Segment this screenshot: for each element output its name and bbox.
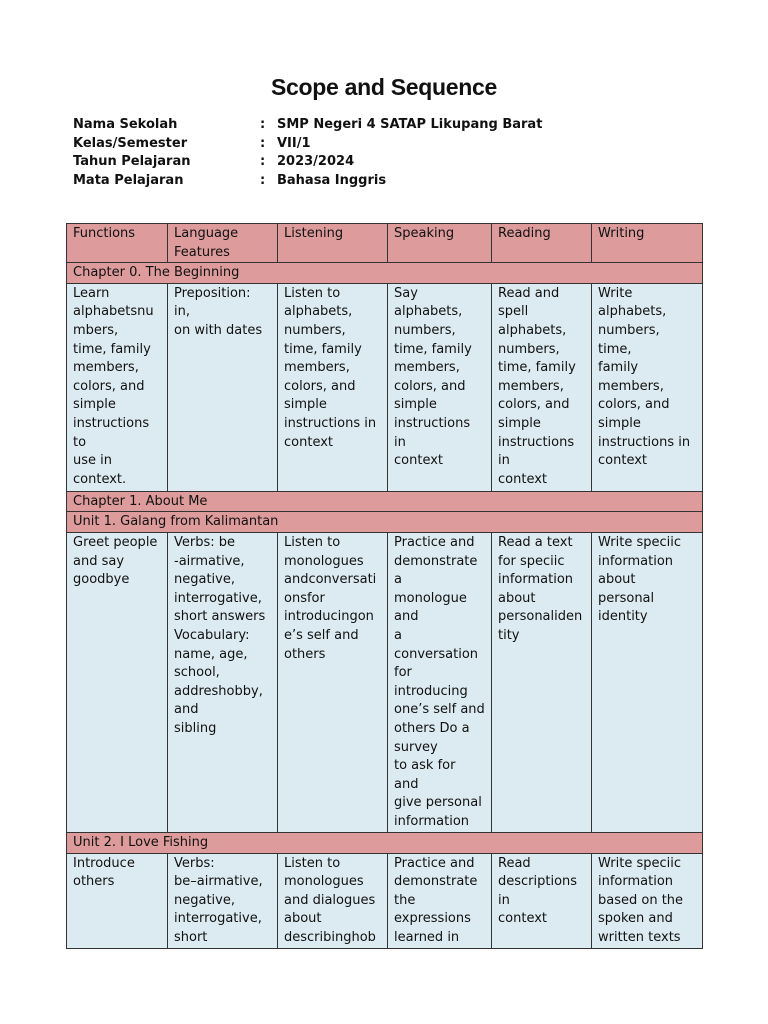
table-row <box>67 283 703 491</box>
header-functions: Functions <box>67 224 168 263</box>
info-label: Tahun Pelajaran <box>73 154 191 169</box>
table-header-row <box>67 224 703 263</box>
cell-functions: Learn alphabetsnu mbers, time, family members, colors, and simple instructions to use in context. <box>67 283 168 491</box>
cell-functions: Greet people and say goodbye <box>67 532 168 832</box>
header-reading: Reading <box>492 224 592 263</box>
unit-row <box>67 832 703 853</box>
cell-listening: Listen to monologues andconversati onsfor introducingon e’s self and others <box>278 532 388 832</box>
unit-2-label: Unit 2. I Love Fishing <box>67 832 703 853</box>
cell-speaking: Say alphabets, numbers, time, family members, colors, and simple instructions in context <box>388 283 492 491</box>
table-row <box>67 853 703 948</box>
cell-reading: Read descriptions in context <box>492 853 592 948</box>
cell-writing: Write alphabets, numbers, time, family members, colors, and simple instructions in context <box>592 283 703 491</box>
info-value: Bahasa Inggris <box>277 172 387 188</box>
info-value: SMP Negeri 4 SATAP Likupang Barat <box>277 117 543 132</box>
cell-speaking: Practice and demonstrate a monologue and a conversation for introducing one’s self and others Do a survey to ask for and give personal information <box>388 532 492 832</box>
table-row <box>67 532 703 832</box>
cell-functions: Introduce others <box>67 853 168 948</box>
cell-reading: Read and spell alphabets, numbers, time, family members, colors, and simple instructions in context <box>492 283 592 491</box>
cell-language-features: Preposition: in, on with dates <box>168 283 278 491</box>
chapter-row <box>67 491 703 512</box>
info-row-year <box>73 153 542 172</box>
cell-language-features: Verbs: be–airmative, negative, interrogative, short <box>168 853 278 948</box>
info-value: VII/1 <box>277 135 311 151</box>
cell-listening: Listen to alphabets, numbers, time, family members, colors, and simple instructions in context <box>278 283 388 491</box>
info-label: Mata Pelajaran <box>73 172 184 188</box>
info-colon: : <box>260 117 266 132</box>
info-label: Nama Sekolah <box>73 117 178 132</box>
info-colon: : <box>260 135 266 151</box>
chapter-0-label: Chapter 0. The Beginning <box>67 263 703 284</box>
info-colon: : <box>260 154 266 169</box>
cell-reading: Read a text for speciic information about personaliden tity <box>492 532 592 832</box>
header-speaking: Speaking <box>388 224 492 263</box>
header-listening: Listening <box>278 224 388 263</box>
cell-listening: Listen to monologues and dialogues about describinghob <box>278 853 388 948</box>
info-row-class <box>73 135 542 154</box>
scope-sequence-table <box>66 223 703 949</box>
cell-writing: Write speciic information based on the spoken and written texts <box>592 853 703 948</box>
chapter-row <box>67 263 703 284</box>
school-info <box>73 116 542 190</box>
cell-speaking: Practice and demonstrate the expressions learned in <box>388 853 492 948</box>
info-colon: : <box>260 172 266 188</box>
header-language-features: Language Features <box>168 224 278 263</box>
unit-row <box>67 512 703 533</box>
cell-language-features: Verbs: be -airmative, negative, interrogative, short answers Vocabulary: name, age, school, addreshobby, and sibling <box>168 532 278 832</box>
info-value: 2023/2024 <box>277 154 355 169</box>
chapter-1-label: Chapter 1. About Me <box>67 491 703 512</box>
header-writing: Writing <box>592 224 703 263</box>
info-label: Kelas/Semester <box>73 135 188 151</box>
info-row-school <box>73 116 542 135</box>
info-row-subject <box>73 172 542 191</box>
document-title: Scope and Sequence <box>271 74 497 100</box>
unit-1-label: Unit 1. Galang from Kalimantan <box>67 512 703 533</box>
cell-writing: Write speciic information about personal identity <box>592 532 703 832</box>
